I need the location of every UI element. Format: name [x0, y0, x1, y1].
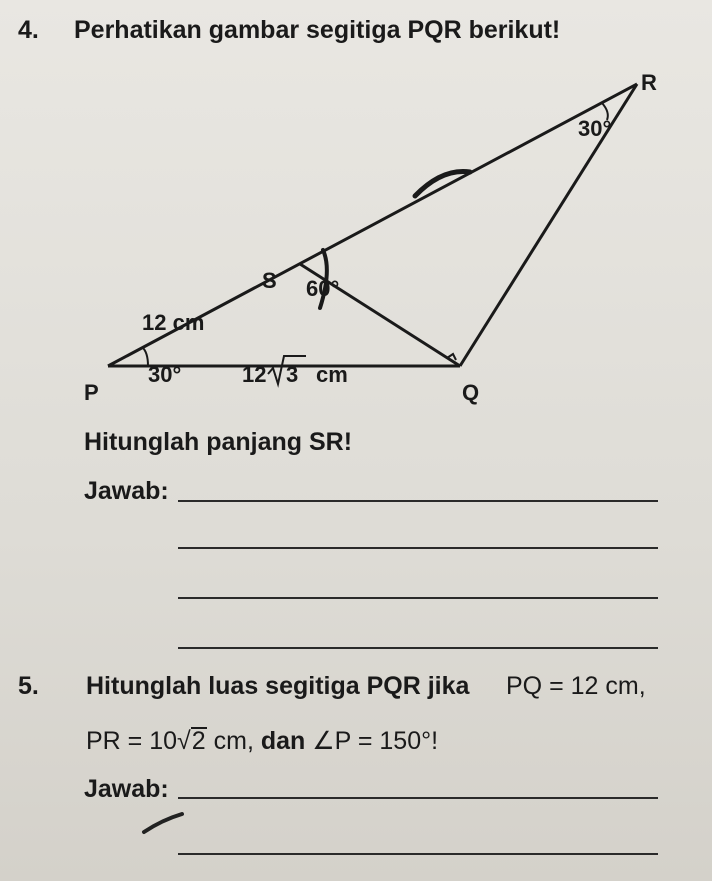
question-5-answer-label: Jawab:	[84, 775, 169, 803]
answer-line	[178, 797, 658, 799]
vertex-p-label: P	[84, 380, 99, 405]
handwritten-arc-mark	[415, 172, 470, 197]
question-5-number: 5.	[18, 672, 39, 700]
pr-coefficient: PR = 10	[86, 727, 178, 755]
question-4-prompt: Perhatikan gambar segitiga PQR berikut!	[74, 16, 561, 44]
angle-p-label: 30°	[148, 362, 182, 387]
pencil-stroke-mark	[140, 810, 190, 836]
vertex-q-label: Q	[462, 380, 480, 405]
triangle-pqr-figure	[70, 60, 670, 420]
length-ps-label: 12 cm	[142, 310, 205, 335]
dan-text: dan	[260, 727, 306, 755]
vertex-s-label: S	[262, 268, 277, 293]
length-pq-radicand: 3	[286, 362, 299, 387]
answer-line	[178, 647, 658, 649]
question-4-answer-label: Jawab:	[84, 477, 169, 505]
pq-expression: PQ = 12 cm,	[506, 672, 646, 700]
angle-s-label: 60°	[306, 276, 340, 301]
pr-radicand: 2	[191, 727, 206, 755]
angle-p-expression: ∠P = 150°!	[312, 727, 439, 755]
question-4-number: 4.	[18, 16, 39, 44]
pr-expression	[86, 726, 438, 756]
answer-line	[178, 547, 658, 549]
question-5-prompt: Hitunglah luas segitiga PQR jika	[86, 672, 470, 700]
sqrt-sign: √	[177, 727, 191, 755]
answer-line	[178, 597, 658, 599]
length-pq-unit: cm	[316, 362, 348, 387]
vertex-r-label: R	[641, 70, 657, 95]
pr-unit: cm,	[213, 727, 254, 755]
answer-line	[178, 500, 658, 502]
length-pq-coefficient: 12	[242, 362, 267, 387]
angle-r-label: 30°	[578, 116, 612, 141]
answer-line	[178, 853, 658, 855]
question-4-task: Hitunglah panjang SR!	[84, 428, 353, 456]
